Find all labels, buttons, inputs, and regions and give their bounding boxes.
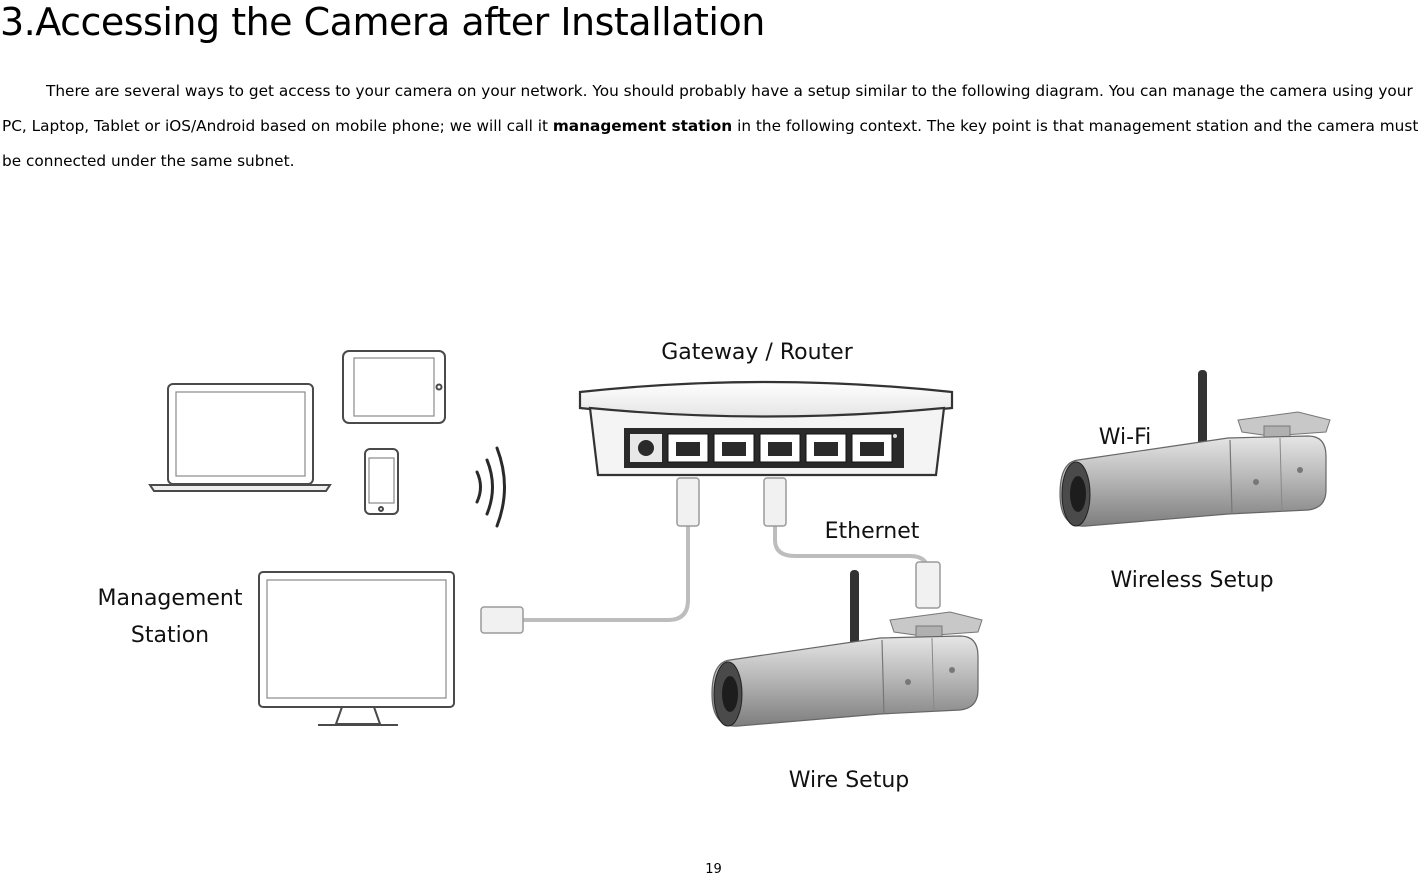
- gateway-label: Gateway / Router: [661, 340, 853, 365]
- wire-setup-label: Wire Setup: [788, 768, 910, 793]
- tablet-icon: [343, 351, 445, 423]
- network-diagram: [0, 320, 1427, 810]
- ip-camera-icon: [712, 570, 982, 726]
- intro-paragraph: [2, 74, 1427, 179]
- wireless-setup-label: Wireless Setup: [1110, 568, 1274, 593]
- laptop-icon: [150, 384, 330, 491]
- router-icon: [580, 382, 952, 475]
- section-title: Accessing the Camera after Installation: [35, 0, 765, 44]
- intro-bold-term: management station: [552, 117, 733, 135]
- ethernet-label: Ethernet: [824, 519, 920, 544]
- section-number: 3.: [0, 0, 36, 44]
- management-label-line2: Station: [130, 623, 210, 648]
- intro-part1: There are several ways to get access to your camera on your network. You should probably have a setup similar to the following diagram. You can manage the camera using your PC, Laptop, Tablet or iOS/Android based on mobile phone; we will call it: [2, 82, 1413, 135]
- page-number: 19: [705, 862, 722, 877]
- intro-part2: in the following context. The key point is that management station and the camera must be connected under the same subnet.: [2, 117, 1419, 170]
- monitor-icon: [259, 572, 454, 725]
- wifi-label: Wi-Fi: [1098, 425, 1152, 450]
- management-label-line1: Management: [97, 586, 243, 611]
- phone-icon: [365, 449, 398, 514]
- wifi-waves-icon: [477, 448, 505, 526]
- page-title: [0, 0, 765, 46]
